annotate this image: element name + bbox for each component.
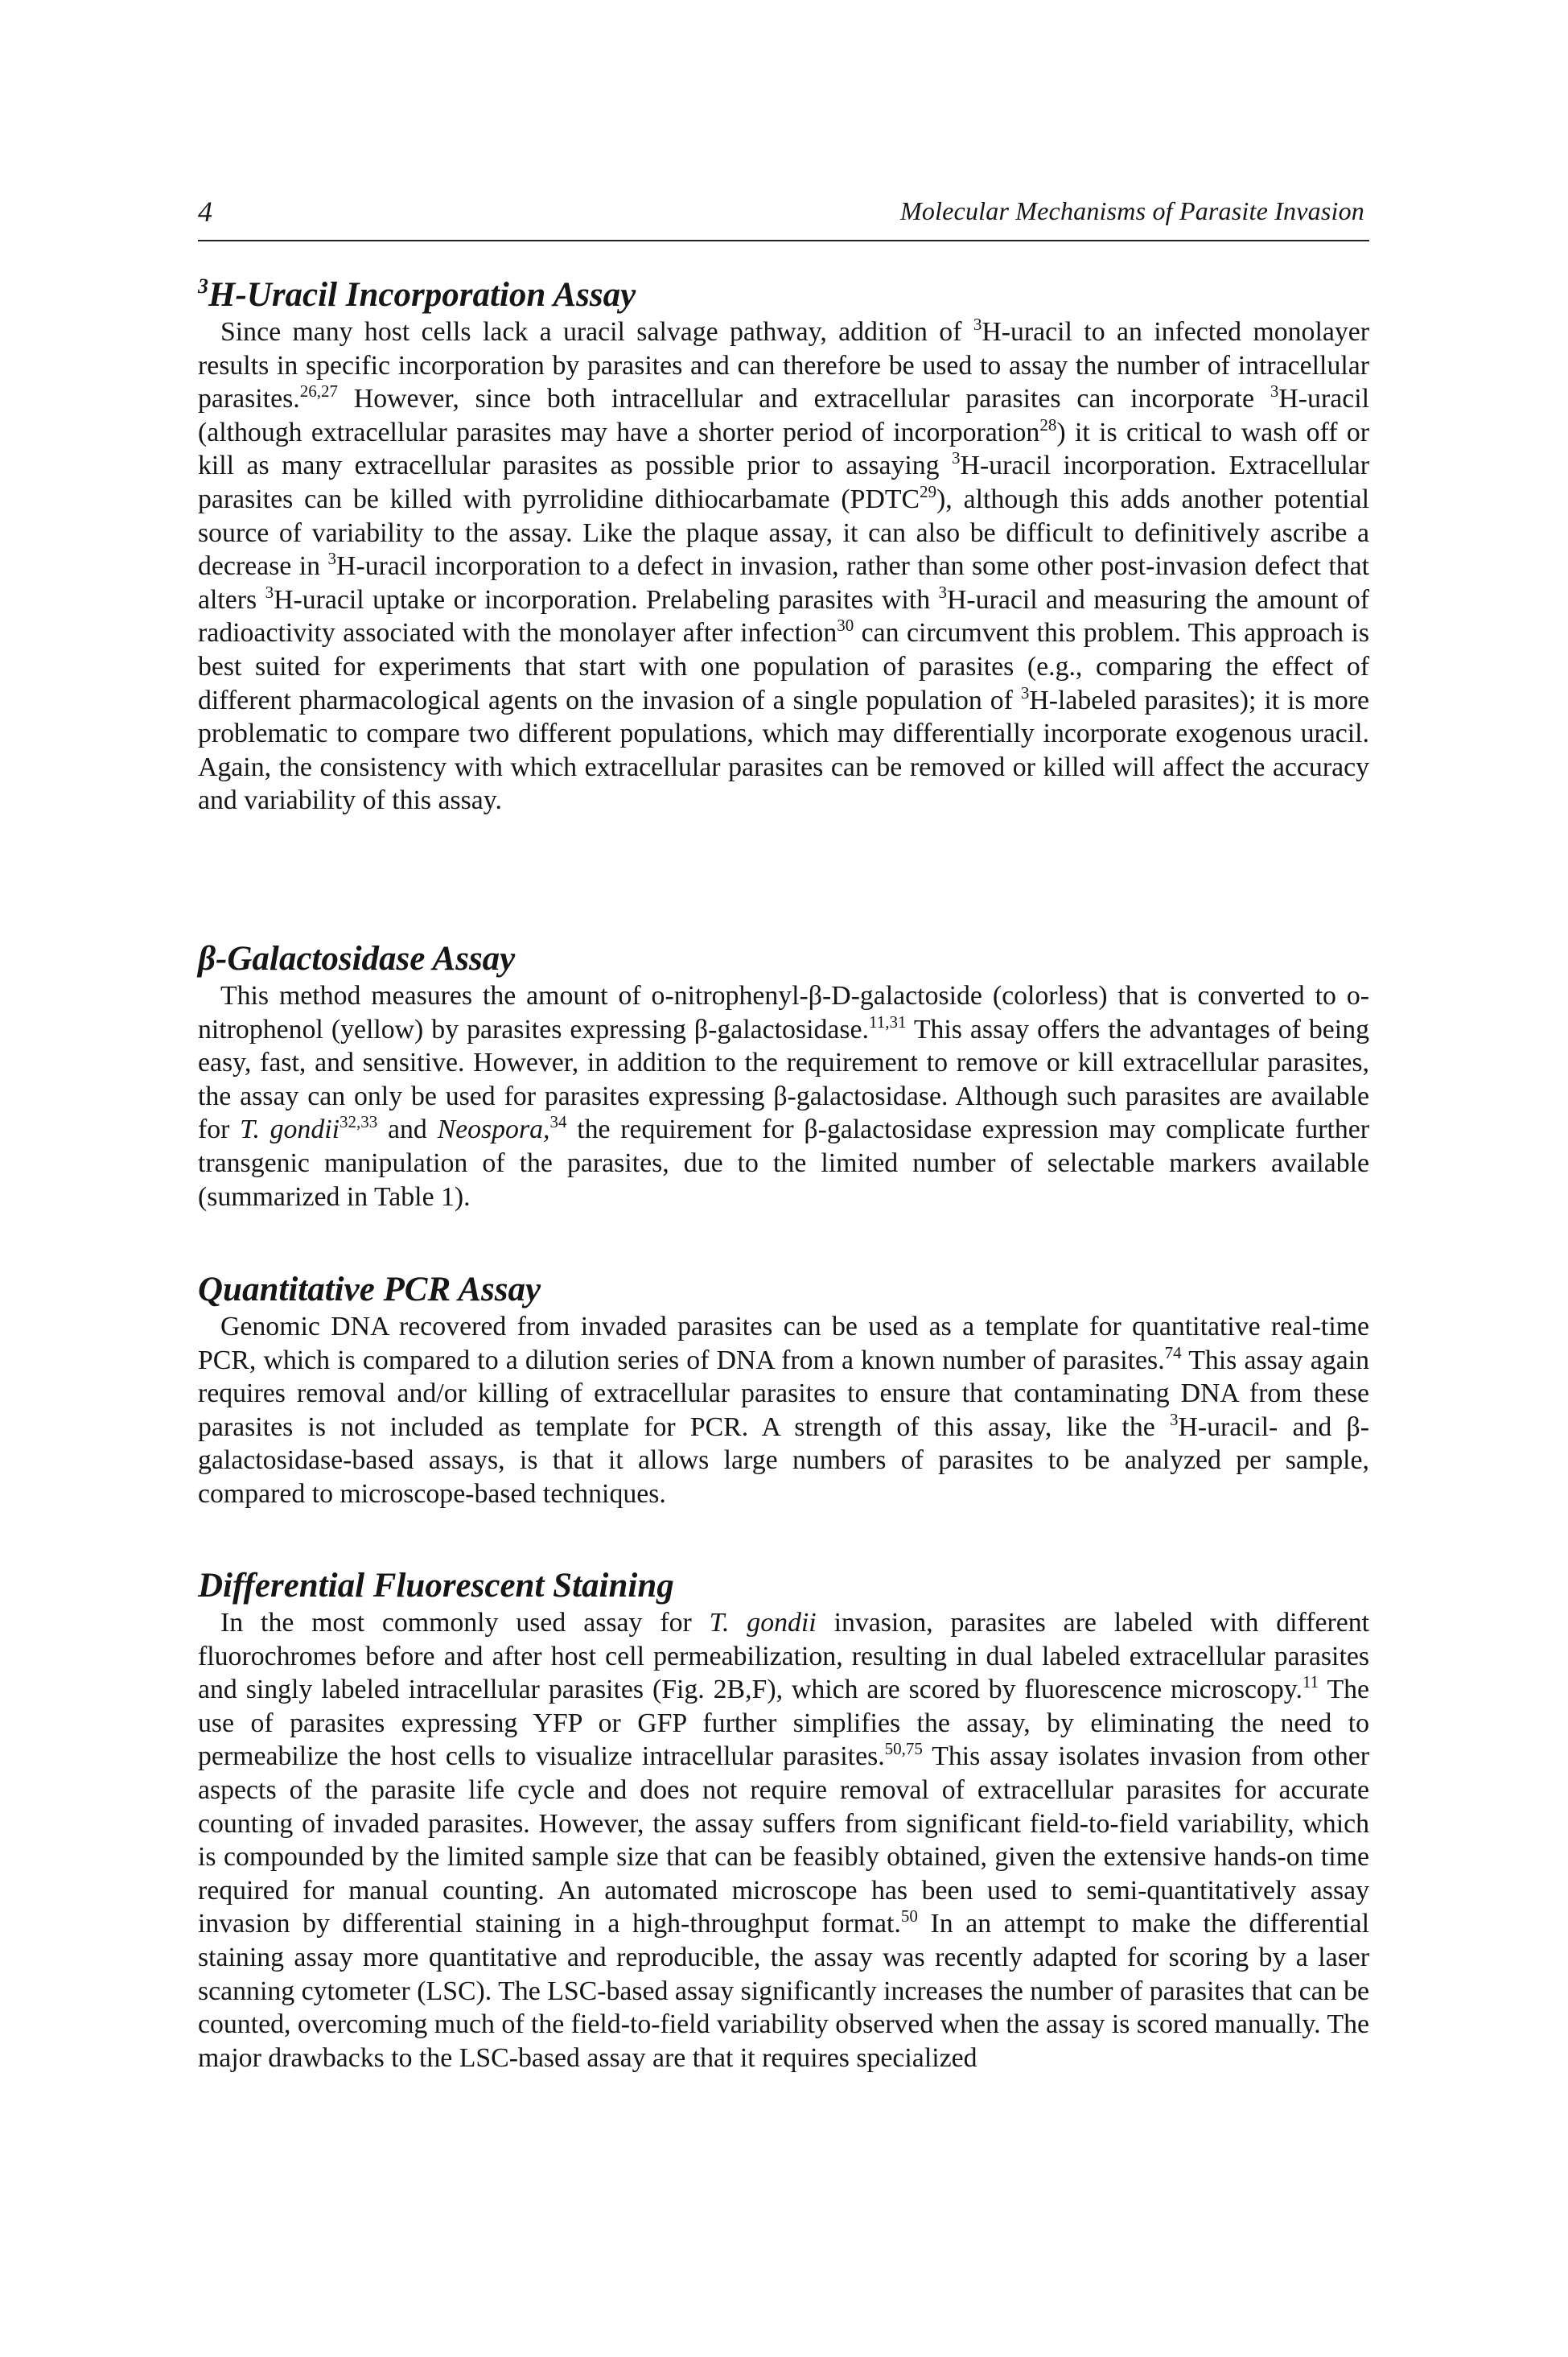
section-uracil-assay <box>198 275 1369 818</box>
running-header <box>198 193 1369 241</box>
section-body: Genomic DNA recovered from invaded parasites can be used as a template for quantitative real-time PCR, which is compared to a dilution series of DNA from a known number of parasites.$^{74}$ This assay again requires removal and/or killing of extracellular parasites to ensure that contaminating DNA from these parasites is not included as template for PCR. A strength of this assay, like the $^3$H-uracil- and β-galactosidase-based assays, is that it allows large numbers of parasites to be analyzed per sample, compared to microscope-based techniques. <box>198 1312 1369 1509</box>
section-heading: Differential Fluorescent Staining <box>198 1567 674 1605</box>
section-pcr-assay <box>198 1270 1369 1511</box>
running-title: Molecular Mechanisms of Parasite Invasion <box>900 196 1364 225</box>
page-number: 4 <box>198 196 212 228</box>
section-fluorescent-staining <box>198 1566 1369 2075</box>
section-body: In the most commonly used assay for T. gondii invasion, parasites are labeled with different fluorochromes before and after host cell permeabilization, resulting in dual labeled extracellular parasites and singly labeled intracellular parasites (Fig. 2B,F), which are scored by fluorescence microscopy.$^{11}$ The use of parasites expressing YFP or GFP further simplifies the assay, by eliminating the need to permeabilize the host cells to visualize intracellular parasites.$^{50,75}$ This assay isolates invasion from other aspects of the parasite life cycle and does not require removal of extracellular parasites for accurate counting of invaded parasites. However, the assay suffers from significant field-to-field variability, which is compounded by the limited sample size that can be feasibly obtained, given the extensive hands-on time required for manual counting. An automated microscope has been used to semi-quantitatively assay invasion by differential staining in a high-throughput format.$^{50}$ In an attempt to make the differential staining assay more quantitative and reproducible, the assay was recently adapted for scoring by a laser scanning cytometer (LSC). The LSC-based assay significantly increases the number of parasites that can be counted, overcoming much of the field-to-field variability observed when the assay is scored manually. The major drawbacks to the LSC-based assay are that it requires specialized <box>198 1608 1370 2073</box>
section-galactosidase-assay <box>198 939 1369 1214</box>
section-heading: Quantitative PCR Assay <box>198 1271 541 1308</box>
section-body: Since many host cells lack a uracil salvage pathway, addition of $^3$H-uracil to an infected monolayer results in specific incorporation by parasites and can therefore be used to assay the number of intracellular parasites.$^{26,27}$ However, since both intracellular and extracellular parasites can incorporate $^3$H-uracil (although extracellular parasites may have a shorter period of incorporation$^{28}$) it is critical to wash off or kill as many extracellular parasites as possible prior to assaying $^3$H-uracil incorporation. Extracellular parasites can be killed with pyrrolidine dithiocarbamate (PDTC$^{29}$), although this adds another potential source of variability to the assay. Like the plaque assay, it can also be difficult to definitively ascribe a decrease in $^3$H-uracil incorporation to a defect in invasion, rather than some other post-invasion defect that alters $^3$H-uracil uptake or incorporation. Prelabeling parasites with $^3$H-uracil and measuring the amount of radioactivity associated with the monolayer after infection$^{30}$ can circumvent this problem. This approach is best suited for experiments that start with one population of parasites (e.g., comparing the effect of different pharmacological agents on the invasion of a single population of $^3$H-labeled parasites); it is more problematic to compare two different populations, which may differentially incorporate exogenous uracil. Again, the consistency with which extracellular parasites can be removed or killed will affect the accuracy and variability of this assay. <box>198 315 1370 816</box>
section-heading: $^3$H-Uracil Incorporation Assay <box>198 274 636 314</box>
section-heading: β-Galactosidase Assay <box>198 940 516 978</box>
section-body: This method measures the amount of o-nitrophenyl-β-D-galactoside (colorless) that is converted to o-nitrophenol (yellow) by parasites expressing β-galactosidase.$^{11,31}$ This assay offers the advantages of being easy, fast, and sensitive. However, in addition to the requirement to remove or kill extracellular parasites, the assay can only be used for parasites expressing β-galactosidase. Although such parasites are available for T. gondii$^{32,33}$ and Neospora,$^{34}$ the requirement for β-galactosidase expression may complicate further transgenic manipulation of the parasites, due to the limited number of selectable markers available (summarized in Table 1). <box>198 981 1369 1212</box>
